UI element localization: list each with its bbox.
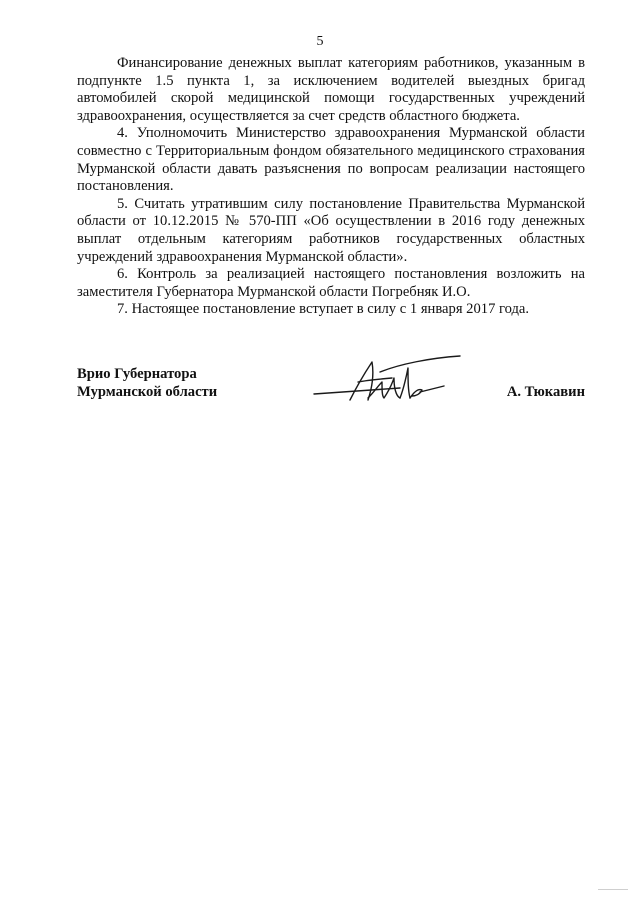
signer-title-line-2: Мурманской области xyxy=(77,383,218,400)
page-number: 5 xyxy=(316,34,324,49)
signer-title xyxy=(77,366,217,401)
handwritten-signature xyxy=(310,352,470,408)
paragraph-financing: Финансирование денежных выплат категориям работников, указанным в подпункте 1.5 пункта 1, за исключением водителей выездных бригад автомобилей скорой медицинской помощи государственных учреждений здравоохранения, осуществляется за счет средств областного бюджета. xyxy=(77,55,585,124)
signer-title-line-1: Врио Губернатора xyxy=(77,366,197,382)
signer-name: А. Тюкавин xyxy=(506,383,585,400)
paragraph-item-6: 6. Контроль за реализацией настоящего постановления возложить на заместителя Губернатора Мурманской области Погребняк И.О. xyxy=(77,266,585,300)
paragraph-item-7: 7. Настоящее постановление вступает в силу с 1 января 2017 года. xyxy=(117,301,530,318)
scan-edge-mark xyxy=(598,889,628,890)
document-body xyxy=(77,55,585,319)
paragraph-item-5: 5. Считать утратившим силу постановление Правительства Мурманской области от 10.12.2015 № 570-ПП «Об осуществлении в 2016 году денежных выплат отдельным категориям работников государственных областных учреждений здравоохранения Мурманской области». xyxy=(77,195,585,265)
paragraph-item-4: 4. Уполномочить Министерство здравоохранения Мурманской области совместно с Территориальным фондом обязательного медицинского страхования Мурманской области давать разъяснения по вопросам реализации настоящего постановления. xyxy=(77,125,585,195)
